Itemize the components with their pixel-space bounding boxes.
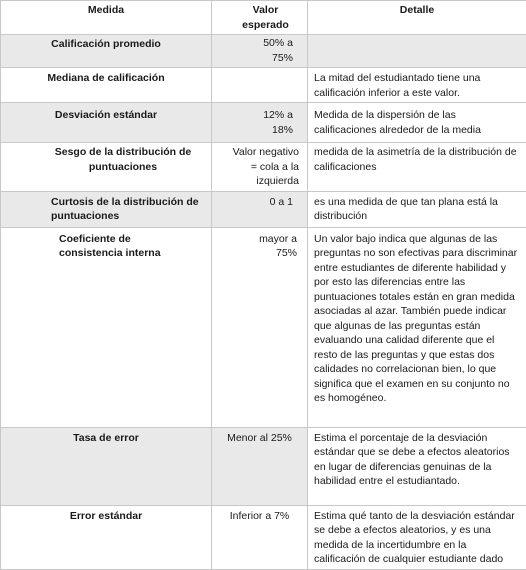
row-detalle: es una medida de que tan plana está la distribución xyxy=(308,191,526,227)
row-detalle: Un valor bajo indica que algunas de las preguntas no son efectivas para discriminar entre estudiantes de diferente habilidad y por esto las diferencias entre las puntuaciones totales están en gran medida asociadas al azar. También puede indicar que algunas de las preguntas están evaluando una calidad diferente que el resto de las preguntas y que estas dos calidades no correlacionan bien, lo que significa que el examen en su conjunto no es homogéneo. xyxy=(308,227,526,427)
row-valor: Valor negativo = cola a la izquierda xyxy=(212,143,308,192)
table-header-row xyxy=(1,1,526,35)
table-row xyxy=(1,427,526,505)
header-valor-esperado: Valor esperado xyxy=(212,1,308,35)
row-medida: Sesgo de la distribución de puntuaciones xyxy=(1,143,212,192)
table-row xyxy=(1,227,526,427)
row-valor: 0 a 1 xyxy=(212,191,308,227)
table-row xyxy=(1,191,526,227)
row-medida: Error estándar xyxy=(1,505,212,569)
row-medida: Curtosis de la distribución de puntuaciones xyxy=(1,191,212,227)
row-valor: 12% a 18% xyxy=(212,103,308,143)
row-detalle: Estima el porcentaje de la desviación estándar que se debe a efectos aleatorios en lugar de diferencias genuinas de la habilidad entre el estudiantado. xyxy=(308,427,526,505)
row-detalle: Estima qué tanto de la desviación estándar se debe a efectos aleatorios, y es una medida de la incertidumbre en la calificación de cualquier estudiante dado xyxy=(308,505,526,569)
row-detalle: medida de la asimetría de la distribución de calificaciones xyxy=(308,143,526,192)
table-row xyxy=(1,35,526,68)
table-row xyxy=(1,103,526,143)
table-row xyxy=(1,68,526,103)
row-detalle xyxy=(308,35,526,68)
row-detalle: Medida de la dispersión de las calificaciones alrededor de la media xyxy=(308,103,526,143)
row-valor xyxy=(212,68,308,103)
table-row xyxy=(1,143,526,192)
row-medida: Tasa de error xyxy=(1,427,212,505)
row-medida: Coeficiente de consistencia interna xyxy=(1,227,212,427)
row-medida: Desviación estándar xyxy=(1,103,212,143)
header-detalle: Detalle xyxy=(308,1,526,35)
row-valor: 50% a 75% xyxy=(212,35,308,68)
table-row xyxy=(1,505,526,569)
row-valor: Inferior a 7% xyxy=(212,505,308,569)
header-medida: Medida xyxy=(1,1,212,35)
row-medida: Calificación promedio xyxy=(1,35,212,68)
row-detalle: La mitad del estudiantado tiene una calificación inferior a este valor. xyxy=(308,68,526,103)
row-valor: Menor al 25% xyxy=(212,427,308,505)
row-valor: mayor a 75% xyxy=(212,227,308,427)
row-medida: Mediana de calificación xyxy=(1,68,212,103)
